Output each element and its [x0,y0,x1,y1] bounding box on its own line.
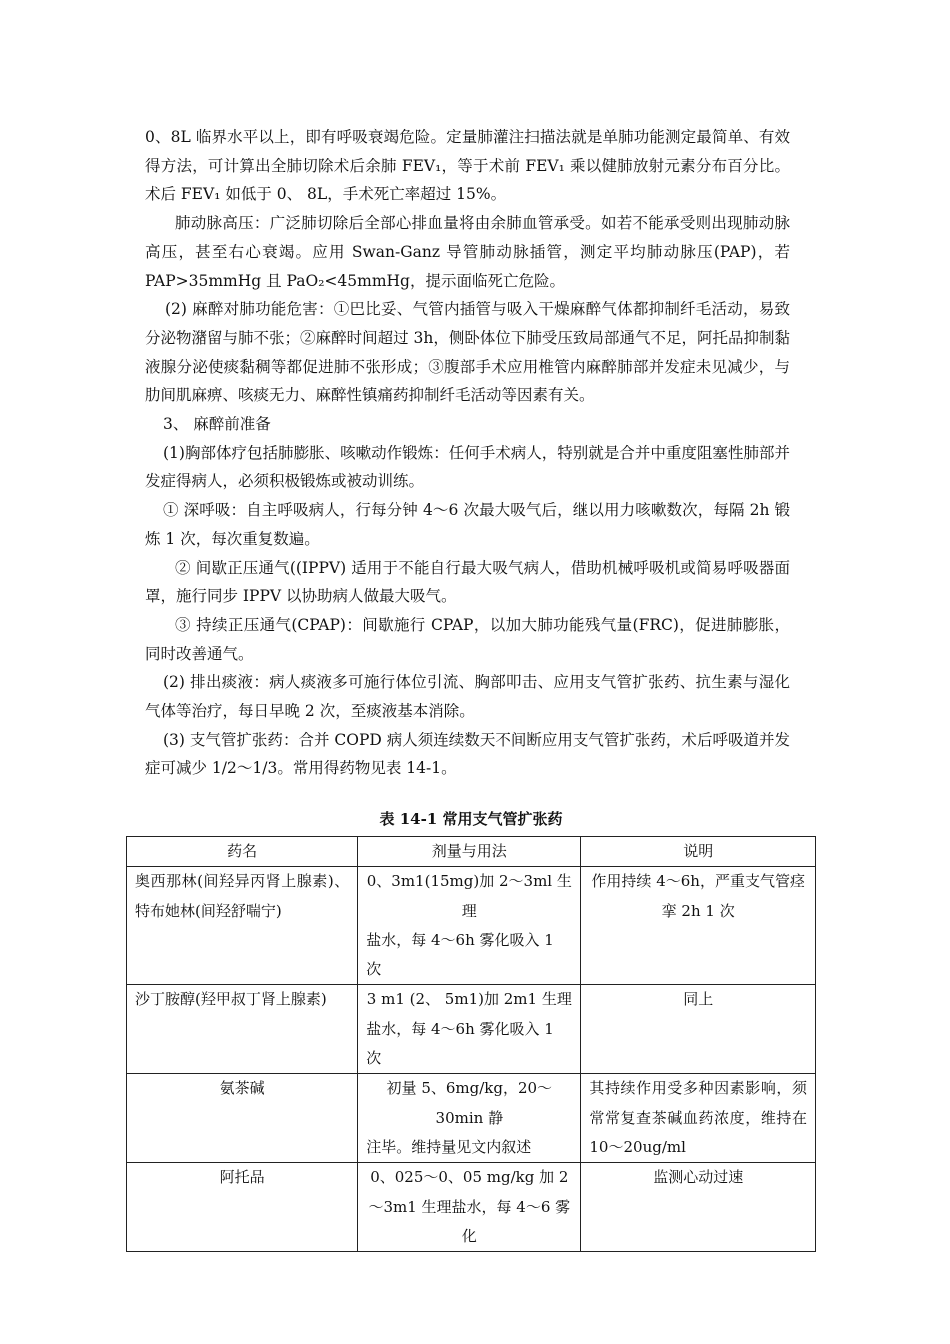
table-caption: 表 14-1 常用支气管扩张药 [379,810,563,828]
dose-line: 0、025～0、05 mg/kg 加 2～3m1 生理盐水，每 4～6 雾化 [368,1168,571,1245]
drug-name-cell: 氨茶碱 [127,1074,358,1163]
dose-line: 盐水，每 4～6h 雾化吸入 1 次 [366,1019,554,1068]
table-row [127,1074,816,1163]
table-header-row [127,837,816,867]
dose-line: 3 m1 (2、 5m1)加 2m1 生理 [366,990,572,1009]
dose-line: 0、3m1(15mg)加 2～3ml 生理 [366,872,572,920]
dose-cell [358,985,581,1074]
drug-name-cell: 奥西那林(间羟异丙肾上腺素)、特布她林(间羟舒喘宁) [127,867,358,985]
body-text [145,123,790,783]
note-cell: 其持续作用受多种因素影响，须常常复查茶碱血药浓度，维持在 10～20ug/ml [581,1074,816,1163]
paragraph-bronchodilator: (3) 支气管扩张药：合并 COPD 病人须连续数天不间断应用支气管扩张药，术后呼吸道并发症可减少 1/2～1/3。常用得药物见表 14-1。 [145,730,790,778]
section-heading-preparation: 3、 麻醉前准备 [163,415,271,434]
table-row [127,1163,816,1252]
bronchodilator-table [126,836,816,1252]
note-cell: 作用持续 4～6h，严重支气管痉挛 2h 1 次 [581,867,816,985]
dose-cell [358,1163,581,1252]
paragraph-deep-breathing: ① 深呼吸：自主呼吸病人，行每分钟 4～6 次最大吸气后，继以用力咳嗽数次，每隔 2h 锻炼 1 次，每次重复数遍。 [145,501,790,548]
dose-line: 注毕。维持量见文内叙述 [366,1137,532,1156]
dose-line: 盐水，每 4～6h 雾化吸入 1 次 [366,930,554,979]
table-row [127,985,816,1074]
paragraph-chest-therapy: (1)胸部体疗包括肺膨胀、咳嗽动作锻炼：任何手术病人，特别就是合并中重度阻塞性肺部并发症得病人，必须积极锻炼或被动训练。 [145,443,790,491]
drug-name-cell: 沙丁胺醇(羟甲叔丁肾上腺素) [127,985,358,1074]
header-dose: 剂量与用法 [358,837,581,867]
dose-line: 初量 5、6mg/kg，20～30min 静 [386,1079,553,1127]
paragraph-cpap: ③ 持续正压通气(CPAP)：间歇施行 CPAP，以加大肺功能残气量(FRC)，促进肺膨胀，同时改善通气。 [145,615,790,663]
header-note: 说明 [581,837,816,867]
paragraph-ippv: ② 间歇正压通气((IPPV) 适用于不能自行最大吸气病人，借助机械呼吸机或简易呼吸器面罩，施行同步 IPPV 以协助病人做最大吸气。 [145,558,790,606]
dose-cell [358,1074,581,1163]
note-cell: 同上 [581,985,816,1074]
paragraph-sputum: (2) 排出痰液：病人痰液多可施行体位引流、胸部叩击、应用支气管扩张药、抗生素与湿化气体等治疗，每日早晚 2 次，至痰液基本消除。 [145,673,790,721]
header-drug-name: 药名 [127,837,358,867]
drug-name-cell: 阿托品 [127,1163,358,1252]
dose-cell [358,867,581,985]
paragraph-anesthesia-harm: (2) 麻醉对肺功能危害：①巴比妥、气管内插管与吸入干燥麻醉气体都抑制纤毛活动，易致分泌物潴留与肺不张；②麻醉时间超过 3h，侧卧体位下肺受压致局部通气不足，阿托品抑制黏液腺分泌使痰黏稠等都促进肺不张形成；③腹部手术应用椎管内麻醉肺部并发症未见减少，与肋间肌麻痹、咳痰无力、麻醉性镇痛药抑制纤毛活动等因素有关。 [145,300,790,405]
paragraph-pulmonary-hypertension: 肺动脉高压：广泛肺切除后全部心排血量将由余肺血管承受。如若不能承受则出现肺动脉高压，甚至右心衰竭。应用 Swan-Ganz 导管肺动脉插管，测定平均肺动脉压(PAP)，若 PAP>35mmHg 且 PaO₂<45mmHg，提示面临死亡危险。 [145,214,790,290]
table-row [127,867,816,985]
note-cell: 监测心动过速 [581,1163,816,1252]
paragraph-fev1: 0、8L 临界水平以上，即有呼吸衰竭危险。定量肺灌注扫描法就是单肺功能测定最简单、有效得方法，可计算出全肺切除术后余肺 FEV₁，等于术前 FEV₁ 乘以健肺放射元素分布百分比。术后 FEV₁ 如低于 0、 8L，手术死亡率超过 15%。 [145,128,790,204]
